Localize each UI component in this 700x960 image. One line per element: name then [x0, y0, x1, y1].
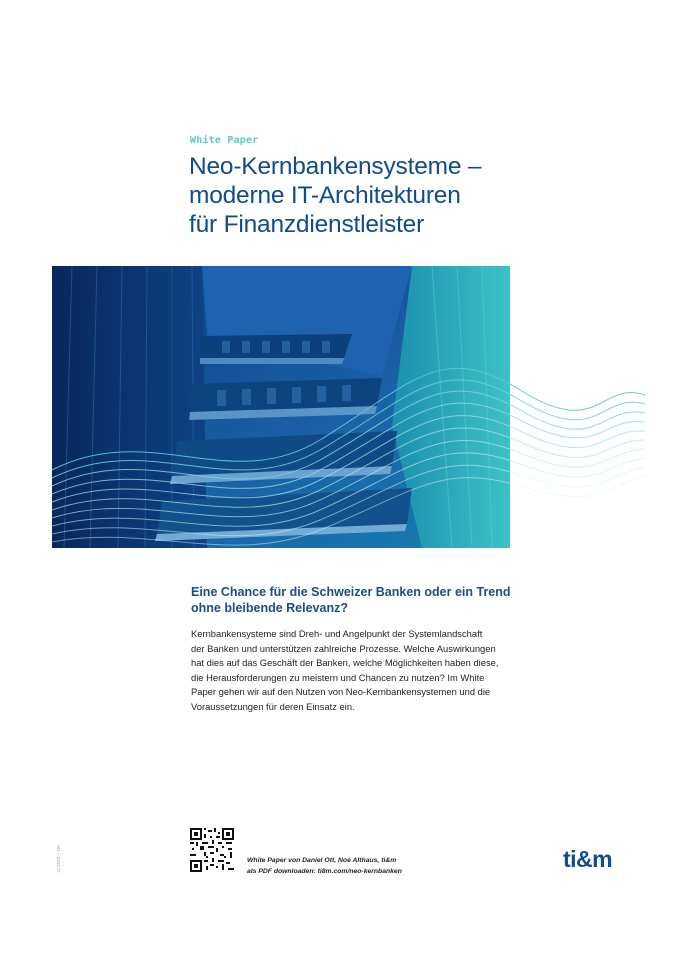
- credit-block: [247, 855, 402, 877]
- title-line: moderne IT-Architekturen: [189, 182, 461, 209]
- document-title: [189, 152, 609, 239]
- paragraph-line: Kernbankensysteme sind Dreh- und Angelpunkt der Systemlandschaft: [191, 628, 483, 639]
- subtitle-line: ohne bleibende Relevanz?: [191, 601, 348, 615]
- overline-label: White Paper: [190, 135, 259, 146]
- title-line: für Finanzdienstleister: [189, 211, 425, 238]
- title-line: Neo-Kernbankensysteme –: [189, 153, 482, 180]
- subtitle-line: Eine Chance für die Schweizer Banken oder ein Trend: [191, 585, 511, 599]
- page-meta-note: 11.2023 – 1/6: [56, 845, 61, 873]
- download-link[interactable]: als PDF downloaden: ti8m.com/neo-kernbanken: [247, 868, 402, 875]
- intro-paragraph: [191, 627, 511, 715]
- hero-image-building: [52, 266, 510, 548]
- intro-subtitle: [191, 584, 521, 616]
- paragraph-line: die Herausforderungen zu meistern und Chancen zu nutzen? Im White: [191, 671, 485, 683]
- author-credit: White Paper von Daniel Ott, Noé Althaus, ti&m: [247, 857, 397, 864]
- paragraph-line: Voraussetzungen für deren Einsatz ein.: [191, 700, 355, 712]
- paragraph-line: hat dies auf das Geschäft der Banken, welche Möglichkeiten haben diese,: [191, 657, 499, 669]
- paragraph-line: Paper gehen wir auf den Nutzen von Neo-Kernbankensystemen und die: [191, 686, 491, 698]
- paragraph-line: der Banken und unterstützen zahlreiche Prozesse. Welche Auswirkungen: [191, 642, 496, 654]
- brand-logo: ti&m: [563, 846, 613, 872]
- qr-code-icon[interactable]: [190, 828, 234, 872]
